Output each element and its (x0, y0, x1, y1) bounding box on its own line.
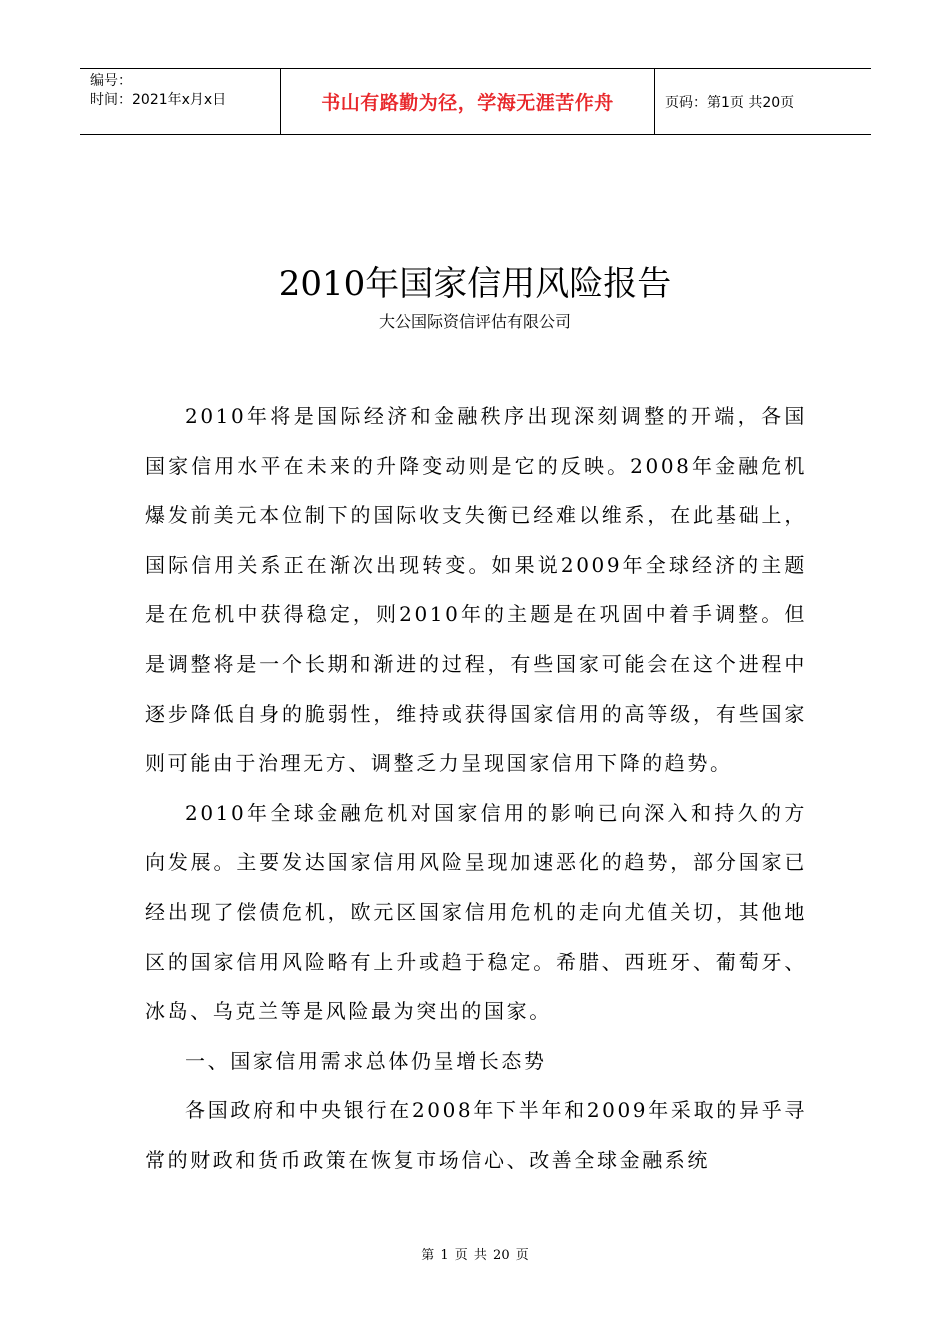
header-meta (80, 69, 281, 134)
paragraph: 各国政府和中央银行在2008年下半年和2009年采取的异乎寻常的财政和货币政策在恢复市场信心、改善全球金融系统 (145, 1098, 807, 1172)
time-label: 时间：2021年x月x日 (90, 92, 227, 108)
document-body (145, 392, 807, 1186)
document-subtitle: 大公国际资信评估有限公司 (378, 312, 571, 331)
page-footer: 第 1 页 共 20 页 (421, 1248, 529, 1263)
document-title: 2010年国家信用风险报告 (278, 264, 672, 304)
header-table (80, 68, 871, 135)
header-page-code: 页码：第1页 共20页 (665, 94, 795, 111)
paragraph: 2010年将是国际经济和金融秩序出现深刻调整的开端，各国国家信用水平在未来的升降变动则是它的反映。2008年金融危机爆发前美元本位制下的国际收支失衡已经难以维系，在此基础上，国际信用关系正在渐次出现转变。如果说2009年全球经济的主题是在危机中获得稳定，则2010年的主题是在巩固中着手调整。但是调整将是一个长期和渐进的过程，有些国家可能会在这个进程中逐步降低自身的脆弱性，维持或获得国家信用的高等级，有些国家则可能由于治理无方、调整乏力呈现国家信用下降的趋势。 (145, 404, 807, 776)
number-label: 编号： (90, 73, 132, 89)
section-heading: 一、国家信用需求总体仍呈增长态势 (185, 1048, 547, 1073)
paragraph: 2010年全球金融危机对国家信用的影响已向深入和持久的方向发展。主要发达国家信用风险呈现加速恶化的趋势，部分国家已经出现了偿债危机，欧元区国家信用危机的走向尤值关切，其他地区的国家信用风险略有上升或趋于稳定。希腊、西班牙、葡萄牙、冰岛、乌克兰等是风险最为突出的国家。 (145, 800, 807, 1024)
header-motto: 书山有路勤为径，学海无涯苦作舟 (281, 69, 655, 134)
